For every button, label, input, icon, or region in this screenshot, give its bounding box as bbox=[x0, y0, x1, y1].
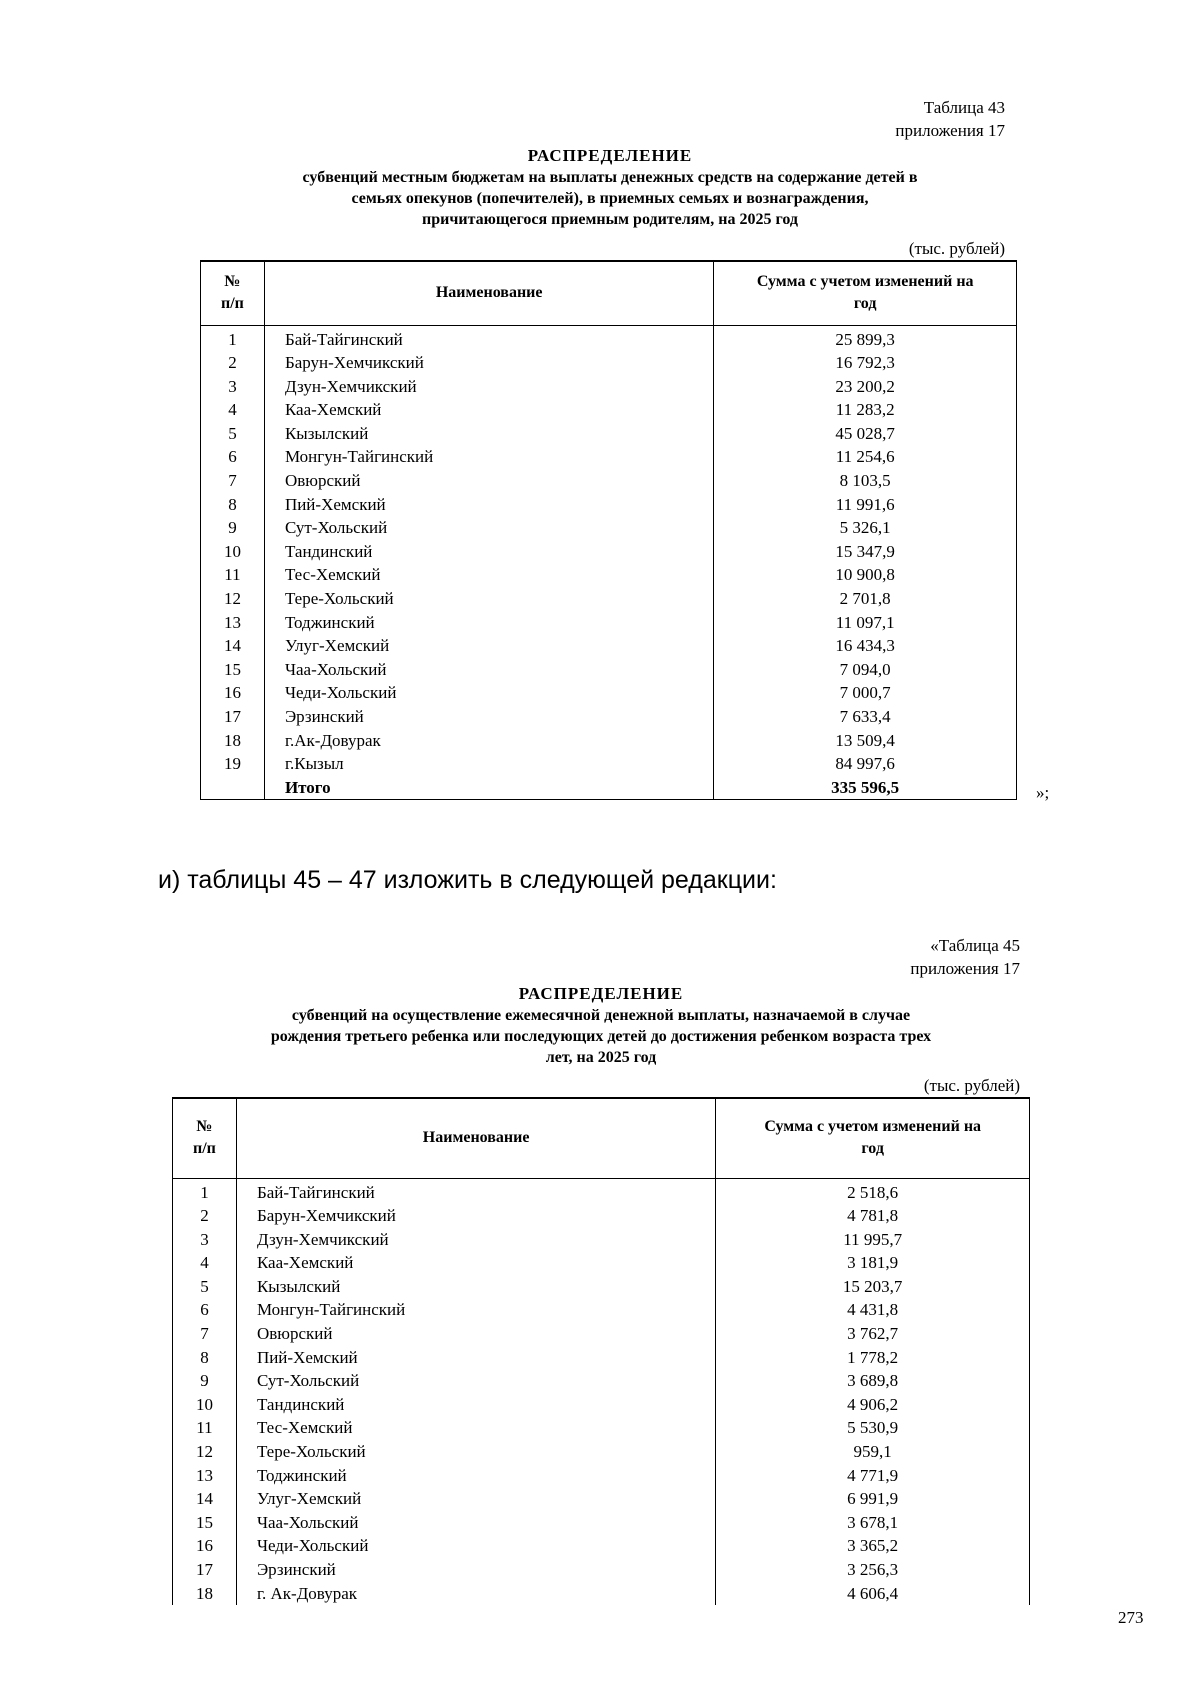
row-name: Чаа-Хольский bbox=[264, 658, 713, 682]
table-row bbox=[201, 611, 1017, 635]
row-sum: 16 434,3 bbox=[714, 634, 1017, 658]
row-name: Бай-Тайгинский bbox=[236, 1178, 715, 1204]
row-sum: 3 256,3 bbox=[716, 1558, 1030, 1582]
row-num: 6 bbox=[201, 445, 265, 469]
row-sum: 11 254,6 bbox=[714, 445, 1017, 469]
row-num: 2 bbox=[201, 351, 265, 375]
row-num: 14 bbox=[173, 1487, 237, 1511]
row-name: Барун-Хемчикский bbox=[236, 1204, 715, 1228]
row-num: 9 bbox=[201, 516, 265, 540]
row-num: 6 bbox=[173, 1298, 237, 1322]
table45-header-num-line2: п/п bbox=[193, 1140, 216, 1158]
row-num: 19 bbox=[201, 752, 265, 776]
row-num: 11 bbox=[173, 1416, 237, 1440]
table43-header-sum bbox=[714, 261, 1017, 325]
table45-reference bbox=[910, 934, 1020, 980]
row-name: Тере-Хольский bbox=[264, 587, 713, 611]
table43-subtitle-line2: семьях опекунов (попечителей), в приемных семьях и вознаграждения, bbox=[351, 190, 869, 207]
row-num: 13 bbox=[201, 611, 265, 635]
table-row bbox=[201, 375, 1017, 399]
row-name: Сут-Хольский bbox=[236, 1369, 715, 1393]
row-name: Монгун-Тайгинский bbox=[264, 445, 713, 469]
row-num: 1 bbox=[201, 325, 265, 351]
row-sum: 6 991,9 bbox=[716, 1487, 1030, 1511]
row-name: Сут-Хольский bbox=[264, 516, 713, 540]
table-row bbox=[173, 1298, 1030, 1322]
table43-header-num-line2: п/п bbox=[221, 295, 244, 313]
table43-subtitle-line3: причитающегося приемным родителям, на 2025 год bbox=[422, 211, 798, 228]
table43-heading bbox=[200, 145, 1020, 230]
row-num: 10 bbox=[173, 1393, 237, 1417]
table-row bbox=[173, 1178, 1030, 1204]
row-name: Улуг-Хемский bbox=[236, 1487, 715, 1511]
table45-header-sum-line1: Сумма с учетом изменений на bbox=[764, 1118, 982, 1136]
row-sum: 11 991,6 bbox=[714, 493, 1017, 517]
table-row bbox=[201, 681, 1017, 705]
table-row bbox=[201, 658, 1017, 682]
closing-quote-mark: »; bbox=[1036, 783, 1050, 802]
row-name: Каа-Хемский bbox=[236, 1251, 715, 1275]
row-num: 13 bbox=[173, 1464, 237, 1488]
row-sum: 7 094,0 bbox=[714, 658, 1017, 682]
table-row bbox=[201, 634, 1017, 658]
row-sum: 7 000,7 bbox=[714, 681, 1017, 705]
row-sum: 3 365,2 bbox=[716, 1534, 1030, 1558]
row-num: 16 bbox=[201, 681, 265, 705]
row-name: Тере-Хольский bbox=[236, 1440, 715, 1464]
table45-ref-line2: приложения 17 bbox=[910, 959, 1020, 978]
row-name: Кызылский bbox=[264, 422, 713, 446]
row-num: 4 bbox=[201, 398, 265, 422]
table-row bbox=[173, 1369, 1030, 1393]
row-sum: 959,1 bbox=[716, 1440, 1030, 1464]
table-row bbox=[201, 351, 1017, 375]
row-sum: 25 899,3 bbox=[714, 325, 1017, 351]
row-num: 15 bbox=[173, 1511, 237, 1535]
row-name: г. Ак-Довурак bbox=[236, 1582, 715, 1606]
row-name: Эрзинский bbox=[264, 705, 713, 729]
table-row bbox=[173, 1487, 1030, 1511]
row-sum: 15 203,7 bbox=[716, 1275, 1030, 1299]
row-name: Монгун-Тайгинский bbox=[236, 1298, 715, 1322]
table-row bbox=[173, 1346, 1030, 1370]
row-sum: 10 900,8 bbox=[714, 563, 1017, 587]
row-sum: 5 326,1 bbox=[714, 516, 1017, 540]
table-row bbox=[201, 752, 1017, 776]
row-name: Тандинский bbox=[264, 540, 713, 564]
row-sum: 4 431,8 bbox=[716, 1298, 1030, 1322]
row-sum: 7 633,4 bbox=[714, 705, 1017, 729]
row-sum: 3 689,8 bbox=[716, 1369, 1030, 1393]
row-num: 9 bbox=[173, 1369, 237, 1393]
table45-header-name: Наименование bbox=[236, 1098, 715, 1178]
row-num: 16 bbox=[173, 1534, 237, 1558]
row-name: Барун-Хемчикский bbox=[264, 351, 713, 375]
row-sum: 3 181,9 bbox=[716, 1251, 1030, 1275]
table45-ref-line1: «Таблица 45 bbox=[930, 936, 1020, 955]
table-row bbox=[173, 1228, 1030, 1252]
row-num: 3 bbox=[173, 1228, 237, 1252]
table-row bbox=[201, 325, 1017, 351]
row-num: 7 bbox=[173, 1322, 237, 1346]
table43-header-name: Наименование bbox=[264, 261, 713, 325]
table43-subtitle-line1: субвенций местным бюджетам на выплаты денежных средств на содержание детей в bbox=[302, 169, 918, 186]
table45-body bbox=[173, 1178, 1030, 1605]
row-sum: 3 762,7 bbox=[716, 1322, 1030, 1346]
row-name: г.Кызыл bbox=[264, 752, 713, 776]
row-num: 17 bbox=[173, 1558, 237, 1582]
row-name: Дзун-Хемчикский bbox=[236, 1228, 715, 1252]
row-name: Тес-Хемский bbox=[264, 563, 713, 587]
table-row bbox=[173, 1534, 1030, 1558]
page-number: 273 bbox=[1118, 1608, 1144, 1627]
table45-header-sum bbox=[716, 1098, 1030, 1178]
table-row bbox=[173, 1464, 1030, 1488]
row-num: 2 bbox=[173, 1204, 237, 1228]
table45-subtitle-line1: субвенций на осуществление ежемесячной денежной выплаты, назначаемой в случае bbox=[291, 1007, 911, 1024]
row-name: Тес-Хемский bbox=[236, 1416, 715, 1440]
row-num: 12 bbox=[173, 1440, 237, 1464]
row-sum: 15 347,9 bbox=[714, 540, 1017, 564]
row-name: Овюрский bbox=[236, 1322, 715, 1346]
row-num: 12 bbox=[201, 587, 265, 611]
row-num: 1 bbox=[173, 1178, 237, 1204]
table43-body bbox=[201, 325, 1017, 800]
table45-header-num-line1: № bbox=[196, 1118, 213, 1136]
row-num: 3 bbox=[201, 375, 265, 399]
row-sum: 4 906,2 bbox=[716, 1393, 1030, 1417]
table-row bbox=[201, 516, 1017, 540]
table45-heading bbox=[172, 983, 1030, 1068]
amendment-instruction: и) таблицы 45 – 47 изложить в следующей редакции: bbox=[158, 866, 777, 894]
table-row bbox=[201, 729, 1017, 753]
row-name: Чеди-Хольский bbox=[264, 681, 713, 705]
table-row bbox=[173, 1440, 1030, 1464]
row-sum: 16 792,3 bbox=[714, 351, 1017, 375]
table-row bbox=[173, 1322, 1030, 1346]
table-row bbox=[173, 1275, 1030, 1299]
table43-header-sum-line2: год bbox=[853, 295, 877, 313]
table-row bbox=[201, 705, 1017, 729]
total-row bbox=[201, 776, 1017, 800]
table43-header-row bbox=[201, 261, 1017, 325]
row-num: 8 bbox=[201, 493, 265, 517]
table43-header-sum-line1: Сумма с учетом изменений на bbox=[756, 273, 974, 291]
row-sum: 45 028,7 bbox=[714, 422, 1017, 446]
table-row bbox=[173, 1416, 1030, 1440]
row-sum: 3 678,1 bbox=[716, 1511, 1030, 1535]
table-row bbox=[173, 1204, 1030, 1228]
row-num: 14 bbox=[201, 634, 265, 658]
row-num: 4 bbox=[173, 1251, 237, 1275]
row-sum: 2 518,6 bbox=[716, 1178, 1030, 1204]
table-row bbox=[173, 1251, 1030, 1275]
table45-subtitle-line2: рождения третьего ребенка или последующих детей до достижения ребенком возраста трех bbox=[270, 1028, 932, 1045]
row-sum: 4 771,9 bbox=[716, 1464, 1030, 1488]
table43 bbox=[200, 260, 1017, 800]
row-sum: 1 778,2 bbox=[716, 1346, 1030, 1370]
table-row bbox=[173, 1511, 1030, 1535]
table43-reference bbox=[895, 96, 1005, 142]
table-row bbox=[201, 422, 1017, 446]
row-num: 11 bbox=[201, 563, 265, 587]
row-name: Тоджинский bbox=[236, 1464, 715, 1488]
table43-ref-line2: приложения 17 bbox=[895, 121, 1005, 140]
row-sum: 4 606,4 bbox=[716, 1582, 1030, 1606]
row-sum: 11 283,2 bbox=[714, 398, 1017, 422]
row-sum: 13 509,4 bbox=[714, 729, 1017, 753]
row-sum: 5 530,9 bbox=[716, 1416, 1030, 1440]
table45-subtitle-line3: лет, на 2025 год bbox=[545, 1049, 657, 1066]
row-num: 18 bbox=[173, 1582, 237, 1606]
row-sum: 2 701,8 bbox=[714, 587, 1017, 611]
row-sum: 84 997,6 bbox=[714, 752, 1017, 776]
table-row bbox=[173, 1582, 1030, 1606]
table-row bbox=[173, 1393, 1030, 1417]
table43-header-num bbox=[201, 261, 265, 325]
table-row bbox=[201, 493, 1017, 517]
row-name: Тоджинский bbox=[264, 611, 713, 635]
row-sum: 11 097,1 bbox=[714, 611, 1017, 635]
total-label: Итого bbox=[264, 776, 713, 800]
table43-ref-line1: Таблица 43 bbox=[923, 98, 1005, 117]
table45-title: РАСПРЕДЕЛЕНИЕ bbox=[518, 984, 684, 1003]
row-name: Кызылский bbox=[236, 1275, 715, 1299]
table45-header-num bbox=[173, 1098, 237, 1178]
row-name: Тандинский bbox=[236, 1393, 715, 1417]
row-name: Овюрский bbox=[264, 469, 713, 493]
row-sum: 23 200,2 bbox=[714, 375, 1017, 399]
table43-header-num-line1: № bbox=[224, 273, 241, 291]
table-row bbox=[201, 469, 1017, 493]
table43-title: РАСПРЕДЕЛЕНИЕ bbox=[527, 146, 693, 165]
table45-header-row bbox=[173, 1098, 1030, 1178]
row-name: Пий-Хемский bbox=[236, 1346, 715, 1370]
total-num-cell bbox=[201, 776, 265, 800]
row-num: 7 bbox=[201, 469, 265, 493]
row-name: Пий-Хемский bbox=[264, 493, 713, 517]
row-name: Чеди-Хольский bbox=[236, 1534, 715, 1558]
table-row bbox=[201, 587, 1017, 611]
row-num: 18 bbox=[201, 729, 265, 753]
table45 bbox=[172, 1097, 1030, 1605]
table-row bbox=[201, 445, 1017, 469]
total-sum: 335 596,5 bbox=[714, 776, 1017, 800]
row-name: Бай-Тайгинский bbox=[264, 325, 713, 351]
row-num: 10 bbox=[201, 540, 265, 564]
row-name: Чаа-Хольский bbox=[236, 1511, 715, 1535]
row-num: 8 bbox=[173, 1346, 237, 1370]
table-row bbox=[173, 1558, 1030, 1582]
table-row bbox=[201, 398, 1017, 422]
row-sum: 4 781,8 bbox=[716, 1204, 1030, 1228]
row-sum: 8 103,5 bbox=[714, 469, 1017, 493]
table45-units: (тыс. рублей) bbox=[923, 1076, 1020, 1095]
row-sum: 11 995,7 bbox=[716, 1228, 1030, 1252]
row-name: Дзун-Хемчикский bbox=[264, 375, 713, 399]
row-num: 5 bbox=[201, 422, 265, 446]
row-num: 15 bbox=[201, 658, 265, 682]
table-row bbox=[201, 540, 1017, 564]
row-name: Каа-Хемский bbox=[264, 398, 713, 422]
table45-header-sum-line2: год bbox=[861, 1140, 884, 1158]
row-name: Эрзинский bbox=[236, 1558, 715, 1582]
table43-units: (тыс. рублей) bbox=[908, 239, 1005, 258]
row-num: 5 bbox=[173, 1275, 237, 1299]
row-name: Улуг-Хемский bbox=[264, 634, 713, 658]
row-name: г.Ак-Довурак bbox=[264, 729, 713, 753]
row-num: 17 bbox=[201, 705, 265, 729]
table-row bbox=[201, 563, 1017, 587]
